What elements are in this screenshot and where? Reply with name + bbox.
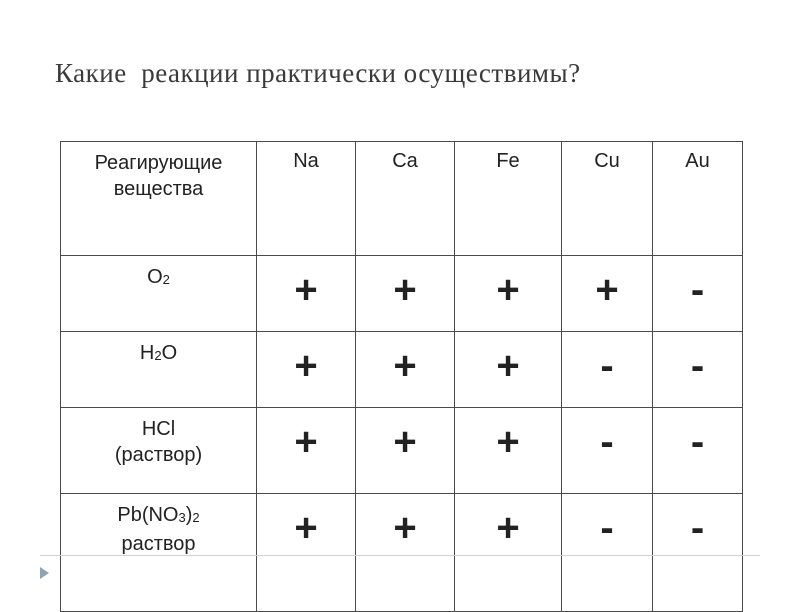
result-cell: -: [653, 408, 743, 494]
reagent-cell-pbno3: [61, 494, 257, 612]
result-cell: +: [257, 408, 356, 494]
reagent-pbno3-s2: 2: [192, 510, 200, 525]
result-cell: +: [356, 408, 455, 494]
result-cell: -: [562, 408, 653, 494]
result-cell: +: [455, 332, 562, 408]
reagent-h2o-sub: 2: [154, 348, 162, 363]
footer-divider: [40, 555, 760, 556]
reagent-o2-base: O: [147, 266, 163, 288]
result-cell: +: [257, 494, 356, 612]
reagent-hcl-line2: (раствор): [114, 444, 203, 466]
reagent-cell-h2o: [61, 332, 257, 408]
corner-header-line2: вещества: [113, 178, 204, 200]
result-cell: +: [356, 256, 455, 332]
reagent-h2o-tail: O: [161, 342, 178, 364]
result-cell: -: [562, 494, 653, 612]
table-row: [61, 408, 743, 494]
metal-header-na: Na: [257, 142, 356, 256]
result-cell: +: [562, 256, 653, 332]
metal-header-ca: Ca: [356, 142, 455, 256]
reactions-table: [60, 141, 743, 612]
table-row: [61, 256, 743, 332]
table-row: [61, 494, 743, 612]
corner-header-cell: [61, 142, 257, 256]
reagent-cell-hcl: [61, 408, 257, 494]
reagent-cell-o2: [61, 256, 257, 332]
result-cell: -: [653, 332, 743, 408]
result-cell: -: [653, 494, 743, 612]
result-cell: +: [356, 332, 455, 408]
triangle-right-icon: [40, 567, 49, 579]
table-row: [61, 332, 743, 408]
result-cell: +: [455, 408, 562, 494]
result-cell: +: [257, 332, 356, 408]
slide-title: Какие реакции практически осуществимы?: [55, 58, 581, 88]
reagent-pbno3-a: Pb(NO: [117, 504, 179, 526]
reagent-h2o-base: H: [139, 342, 155, 364]
result-cell: +: [455, 256, 562, 332]
metal-header-au: Au: [653, 142, 743, 256]
table-header-row: [61, 142, 743, 256]
metal-header-fe: Fe: [455, 142, 562, 256]
result-cell: +: [455, 494, 562, 612]
reagent-hcl-line1: HCl: [141, 418, 176, 440]
result-cell: -: [653, 256, 743, 332]
reagent-pbno3-s1: 3: [178, 510, 186, 525]
reagent-pbno3-b: ): [185, 504, 193, 526]
result-cell: +: [356, 494, 455, 612]
corner-header-line1: Реагирующие: [94, 152, 223, 174]
result-cell: +: [257, 256, 356, 332]
reagent-o2-sub: 2: [162, 272, 170, 287]
result-cell: -: [562, 332, 653, 408]
metal-header-cu: Cu: [562, 142, 653, 256]
reagent-pbno3-line2: раствор: [121, 533, 196, 555]
